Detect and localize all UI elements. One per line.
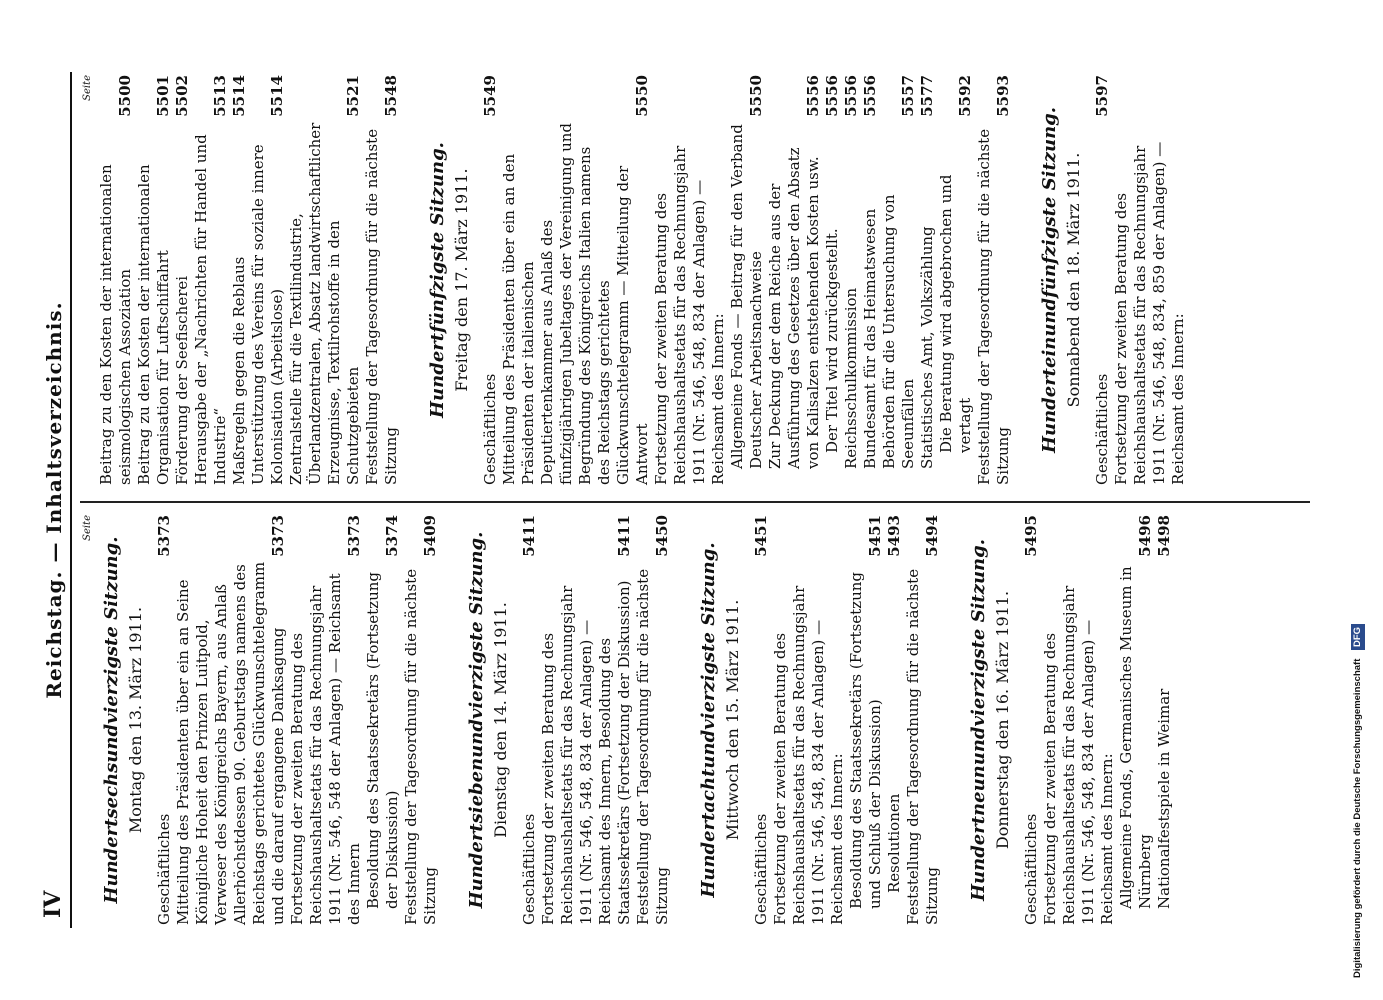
page-header [36,72,70,928]
toc-entry [823,75,842,485]
toc-entry-text: Beitrag zu den Kosten der internationalen Organisation für Luftschiffahrt [135,164,172,485]
toc-page-number: 5514 [230,75,248,117]
toc-entry-text: Feststellung der Tagesordnung für die nächste Sitzung [402,568,439,925]
toc-entry-text: Herausgabe der „Nachrichten für Handel und Industrie“ [192,134,229,485]
toc-entry [230,75,249,485]
session-date: Dienstag den 14. März 1911. [491,602,510,838]
toc-entry [728,75,766,485]
seite-label: Seite [82,515,93,541]
toc-entry [1155,515,1174,925]
toc-entry-text: Behörden für die Untersuchung von Seeunfällen [880,194,917,469]
toc-entry [937,75,975,485]
session-block [97,75,401,485]
session-date: Montag den 13. März 1911. [126,606,145,834]
toc-entry [288,515,364,925]
session-title: Hundertsechsundvierzigste Sitzung. [101,536,122,904]
toc-page-number: 5597 [1093,75,1111,117]
toc-entry-text: Feststellung der Tagesordnung für die nächste Sitzung [363,128,400,485]
session-date: Mittwoch den 15. März 1911. [723,599,742,841]
toc-entry [1041,515,1098,925]
digitization-note-text: Digitalisierung gefördert durch die Deutsche Forschungsgemeinschaft [1352,658,1363,978]
toc-entry-text: Reichsschulkommission [842,287,860,469]
toc-entry-text: Der Titel wird zurückgestellt. [823,228,841,453]
toc-entry [363,75,401,485]
session-block [698,515,942,925]
toc-entry-text: Allgemeine Fonds, Germanisches Museum in Nürnberg [1117,566,1154,909]
toc-entry-text: Förderung der Seefischerei [173,275,191,485]
session-date: Freitag den 17. März 1911. [452,168,471,392]
toc-entry-text: Mitteilung des Präsidenten über ein an den Präsidenten der italienischen Deputiertenkammer aus Anlaß des fünfzigjährigen Jubeltages der Vereinigung und Begründung des Königreichs Italien namens des Reichstags gerichtetes Glückwunschtelegramm — Mitteilung der Antwort [500,123,651,485]
running-title: Reichstag. — Inhaltsverzeichnis. [42,301,66,699]
toc-page-number: 5592 [956,75,974,117]
toc-entry-text: Besoldung des Staatssekretärs (Fortsetzung und Schluß der Diskussion) [847,572,884,909]
toc-page-number: 5493 [885,515,903,557]
session-block [427,75,1013,485]
toc-page-number: 5514 [268,75,286,117]
session-date: Sonnabend den 18. März 1911. [1064,152,1083,408]
toc-page-number: 5496 [1136,515,1154,557]
toc-page-number: 5373 [155,515,173,557]
session-title: Hundertsiebenundvierzigste Sitzung. [466,531,487,909]
toc-entry [904,515,942,925]
toc-page-number: 5502 [173,75,191,117]
toc-page-number: 5409 [421,515,439,557]
toc-page-number: 5451 [752,515,770,557]
toc-entry [1117,515,1155,925]
session-date: Donnerstag den 16. März 1911. [993,590,1012,850]
toc-entry-text: Bundesamt für das Heimatswesen [861,208,879,469]
toc-page-number: 5501 [154,75,172,117]
toc-page-number: 5374 [383,515,401,557]
toc-entry-text: Besoldung des Staatssekretärs (Fortsetzung der Diskussion) [364,572,401,909]
toc-page-number: 5557 [899,75,917,117]
toc-entry-text: Feststellung der Tagesordnung für die nächste Sitzung [904,568,941,925]
toc-page-number: 5556 [861,75,879,117]
toc-entry [539,515,634,925]
toc-entry-text: Geschäftliches [481,373,499,485]
toc-entry-text: Resolutionen [885,793,903,893]
toc-page-number: 5577 [918,75,936,117]
toc-page-number: 5411 [615,515,633,557]
toc-entry [500,75,652,485]
toc-page-number: 5521 [344,75,362,117]
toc-page-number: 5556 [804,75,822,117]
toc-page-number: 5556 [842,75,860,117]
seite-label: Seite [82,75,93,101]
header-rule [70,72,72,928]
toc-page-number: 5593 [994,75,1012,117]
toc-entry [752,515,771,925]
toc-page-number: 5556 [823,75,841,117]
session-title: Hundertneunundvierzigste Sitzung. [968,539,989,901]
toc-entry-text: Reichsamt des Innern: [1098,753,1116,925]
toc-entry [287,75,363,485]
toc-page-number: 5451 [866,515,884,557]
toc-entry [174,515,288,925]
toc-entry [97,75,135,485]
toc-entry-text: Feststellung der Tagesordnung für die nächste Sitzung [634,568,671,925]
session-title: Hundertachtundvierzigste Sitzung. [698,542,719,898]
session-block [466,515,672,925]
toc-entry-text: Fortsetzung der zweiten Beratung des Reichshaushaltsetats für das Rechnungsjahr 1911 (Nr. 546, 548, 834, 859 der Anlagen) — [1112,141,1168,485]
toc-entry-text: Maßregeln gegen die Reblaus [230,256,248,485]
toc-entry-text: Beitrag zu den Kosten der internationalen seismologischen Assoziation [97,164,134,485]
session-block [101,515,440,925]
toc-entry-text: Die Beratung wird abgebrochen und vertagt [937,174,974,453]
toc-entry-text: Allgemeine Fonds — Beitrag für den Verband Deutscher Arbeitsnachweise [728,124,765,469]
toc-entry-text: Geschäftliches [1093,373,1111,485]
toc-entry [652,75,709,485]
toc-entry-text: Fortsetzung der zweiten Beratung des Reichshaushaltsetats für das Rechnungsjahr 1911 (Nr. 546, 548, 834 der Anlagen) — [652,145,708,485]
toc-entry [880,75,918,485]
toc-entry [1169,75,1188,485]
toc-entry-text: Zur Deckung der dem Reiche aus der Ausführung des Gesetzes über den Absatz von Kalisalzen entstehenden Kosten usw. [766,147,822,469]
toc-page-number: 5494 [923,515,941,557]
toc-page-number: 5500 [116,75,134,117]
toc-entry-text: Geschäftliches [1022,813,1040,925]
toc-entry [155,515,174,925]
dfg-logo: DFG [1351,624,1365,650]
toc-page-number: 5550 [633,75,651,117]
toc-entry-text: Zentralstelle für die Textilindustrie, Überlandzentralen, Absatz landwirtschaftlicher Erzeugnisse, Textilrohstoffe in den Schutzgebieten [287,122,362,485]
toc-entry-text: Reichsamt des Innern: [1169,313,1187,485]
toc-entry [1022,515,1041,925]
toc-entry-text: Fortsetzung der zweiten Beratung des Reichshaushaltsetats für das Rechnungsjahr 1911 (Nr. 546, 548 der Anlagen) — Reichsamt des Innern [288,573,363,925]
toc-page-number: 5550 [747,75,765,117]
right-column [80,75,1214,485]
toc-entry [1093,75,1112,485]
toc-entry [634,515,672,925]
toc-entry-text: Fortsetzung der zweiten Beratung des Reichshaushaltsetats für das Rechnungsjahr 1911 (Nr. 546, 548, 834 der Anlagen) — [1041,585,1097,925]
toc-entry [364,515,402,925]
toc-page-number: 5548 [382,75,400,117]
toc-entry-text: Geschäftliches [520,813,538,925]
toc-entry [842,75,861,485]
toc-entry [173,75,192,485]
toc-entry [828,515,847,925]
column-divider [80,501,1310,503]
toc-entry [520,515,539,925]
toc-entry [249,75,287,485]
toc-entry [709,75,728,485]
toc-entry [192,75,230,485]
session-block [968,515,1174,925]
toc-entry [918,75,937,485]
toc-entry [135,75,173,485]
toc-page-number: 5495 [1022,515,1040,557]
toc-entry-text: Feststellung der Tagesordnung für die nächste Sitzung [975,128,1012,485]
toc-entry-text: Nationalfestspiele in Weimar [1155,688,1173,909]
toc-entry [402,515,440,925]
toc-entry [481,75,500,485]
session-block [1039,75,1188,485]
left-column [80,515,1200,925]
toc-page-number: 5549 [481,75,499,117]
digitization-note [1345,10,1371,990]
toc-entry-text: Unterstützung des Vereins für soziale innere Kolonisation (Arbeitslose) [249,144,286,485]
toc-entry [975,75,1013,485]
session-title: Hundertfünfzigste Sitzung. [427,142,448,418]
toc-entry [771,515,828,925]
toc-page-number: 5373 [345,515,363,557]
toc-entry [885,515,904,925]
toc-page-number: 5373 [269,515,287,557]
toc-entry-text: Mitteilung des Präsidenten über ein an Seine Königliche Hoheit den Prinzen Luitpold, Verweser des Königreichs Bayern, aus Anlaß Allerhöchstdessen 90. Geburtstags namens des Reichstags gerichtetes Glückwunschtelegramm und die darauf ergangene Danksagung [174,561,287,925]
toc-page-number: 5513 [211,75,229,117]
toc-entry [1098,515,1117,925]
toc-page-number: 5411 [520,515,538,557]
toc-entry-text: Fortsetzung der zweiten Beratung des Reichshaushaltsetats für das Rechnungsjahr 1911 (Nr. 546, 548, 834 der Anlagen) — Reichsamt des Innern, Besoldung des Staatssekretärs (Fortsetzung der Diskussion) [539,580,633,925]
session-title: Hunderteinundfünfzigste Sitzung. [1039,106,1060,454]
toc-entry [1112,75,1169,485]
page-number: IV [40,890,66,918]
toc-entry-text: Geschäftliches [155,813,173,925]
toc-entry-text: Reichsamt des Innern: [828,753,846,925]
toc-entry-text: Fortsetzung der zweiten Beratung des Reichshaushaltsetats für das Rechnungsjahr 1911 (Nr. 546, 548, 834 der Anlagen) — [771,585,827,925]
toc-entry-text: Geschäftliches [752,813,770,925]
toc-entry-text: Statistisches Amt, Volkszählung [918,226,936,469]
toc-entry [847,515,885,925]
toc-entry [766,75,823,485]
toc-page-number: 5450 [653,515,671,557]
toc-page-number: 5498 [1155,515,1173,557]
toc-entry-text: Reichsamt des Innern: [709,313,727,485]
toc-entry [861,75,880,485]
